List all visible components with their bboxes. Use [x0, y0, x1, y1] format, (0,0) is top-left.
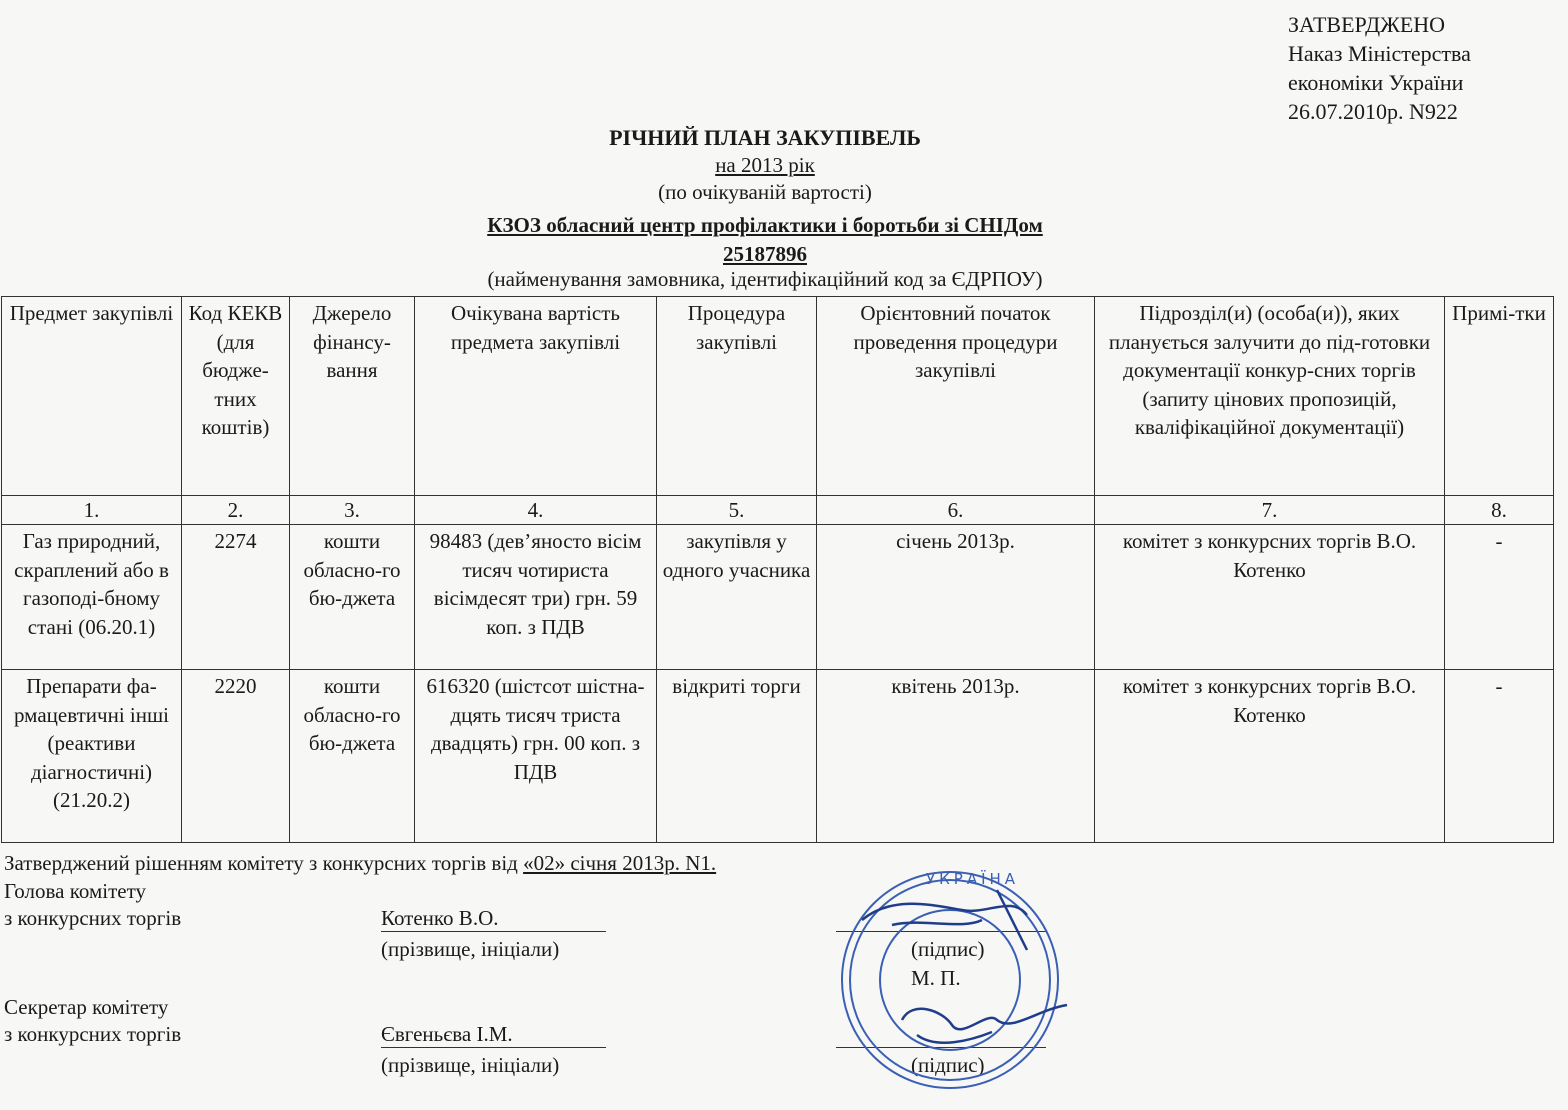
subject-cell: Препарати фа-рмацевтичні інші (реактиви діагностичні) (21.20.2): [2, 670, 182, 843]
secretary-title-line1: Секретар комітету: [4, 995, 169, 1019]
table-row: [2, 670, 1554, 843]
kekv-cell: 2274: [182, 525, 290, 670]
column-number: 3.: [290, 496, 415, 525]
header-cell: Очікувана вартість предмета закупівлі: [415, 297, 657, 496]
notes-cell: -: [1445, 525, 1554, 670]
chair-title-line1: Голова комітету: [4, 879, 146, 903]
secretary-signature-hint: (підпис): [911, 1053, 985, 1077]
value-cell: 98483 (дев’яносто вісім тисяч чотириста вісімдесят три) грн. 59 коп. з ПДВ: [415, 525, 657, 670]
start-cell: квітень 2013р.: [817, 670, 1095, 843]
header-cell: Джерело фінансу-вання: [290, 297, 415, 496]
chair-name-line: [381, 931, 606, 932]
column-number-row: [2, 496, 1554, 525]
source-cell: кошти обласно-го бю-джета: [290, 670, 415, 843]
column-number: 4.: [415, 496, 657, 525]
procedure-cell: відкриті торги: [657, 670, 817, 843]
notes-cell: -: [1445, 670, 1554, 843]
document-title: РІЧНИЙ ПЛАН ЗАКУПІВЕЛЬ: [609, 125, 921, 150]
chair-signature-scribble: [862, 890, 1027, 950]
organization-note: (найменування замовника, ідентифікаційний код за ЄДРПОУ): [487, 267, 1043, 291]
stamp-country-text: УКРАЇНА: [926, 870, 1020, 888]
kekv-cell: 2220: [182, 670, 290, 843]
column-number: 7.: [1095, 496, 1445, 525]
header-cell: Підрозділ(и) (особа(и)), яких планується залучити до під-готовки документації конкур-сних торгів (запиту цінових пропозицій, кваліфікаційної документації): [1095, 297, 1445, 496]
secretary-title-line2: з конкурсних торгів: [4, 1022, 182, 1046]
secretary-name: Євгеньєва І.М.: [381, 1022, 513, 1046]
plan-subtitle: (по очікуваній вартості): [658, 180, 872, 204]
stamp-seal: [842, 872, 1058, 1088]
organization-code: 25187896: [723, 242, 807, 266]
department-cell: комітет з конкурсних торгів В.О. Котенко: [1095, 670, 1445, 843]
subject-cell: Газ природний, скраплений або в газоподі-бному стані (06.20.1): [2, 525, 182, 670]
header-cell: Процедура закупівлі: [657, 297, 817, 496]
header-cell: Примі-тки: [1445, 297, 1554, 496]
procedure-cell: закупівля у одного учасника: [657, 525, 817, 670]
secretary-name-line: [381, 1047, 606, 1048]
stamp-outer-ring: [842, 872, 1058, 1088]
department-cell: комітет з конкурсних торгів В.О. Котенко: [1095, 525, 1445, 670]
stamp-inner-ring: [880, 910, 1020, 1050]
column-number: 8.: [1445, 496, 1554, 525]
chair-name-hint: (прізвище, ініціали): [381, 937, 560, 961]
table-header-row: [2, 297, 1554, 496]
chair-title-line2: з конкурсних торгів: [4, 906, 182, 930]
column-number: 5.: [657, 496, 817, 525]
table-row: [2, 525, 1554, 670]
value-cell: 616320 (шістсот шістна-дцять тисяч триста двадцять) грн. 00 коп. з ПДВ: [415, 670, 657, 843]
column-number: 2.: [182, 496, 290, 525]
chair-signature-hint: (підпис): [911, 937, 985, 961]
header-cell: Код КЕКВ (для бюдже-тних коштів): [182, 297, 290, 496]
column-number: 1.: [2, 496, 182, 525]
approval-block: ЗАТВЕРДЖЕНО Наказ Міністерства економіки України 26.07.2010р. N922: [1288, 12, 1471, 124]
source-cell: кошти обласно-го бю-джета: [290, 525, 415, 670]
procurement-table: [1, 296, 1554, 843]
official-stamp: [822, 860, 1082, 1110]
column-number: 6.: [817, 496, 1095, 525]
start-cell: січень 2013р.: [817, 525, 1095, 670]
chair-name: Котенко В.О.: [381, 906, 499, 930]
approval-date: «02» січня 2013р. N1.: [523, 851, 717, 875]
header-cell: Орієнтовний початок проведення процедури закупівлі: [817, 297, 1095, 496]
approval-prefix: Затверджений рішенням комітету з конкурсних торгів від: [4, 851, 524, 875]
organization-name: КЗОЗ обласний центр профілактики і боротьби зі СНІДом: [487, 213, 1043, 237]
header-cell: Предмет закупівлі: [2, 297, 182, 496]
secretary-name-hint: (прізвище, ініціали): [381, 1053, 560, 1077]
plan-year: на 2013 рік: [715, 153, 815, 177]
approval-line: [4, 850, 716, 876]
seal-mark: М. П.: [911, 966, 961, 990]
